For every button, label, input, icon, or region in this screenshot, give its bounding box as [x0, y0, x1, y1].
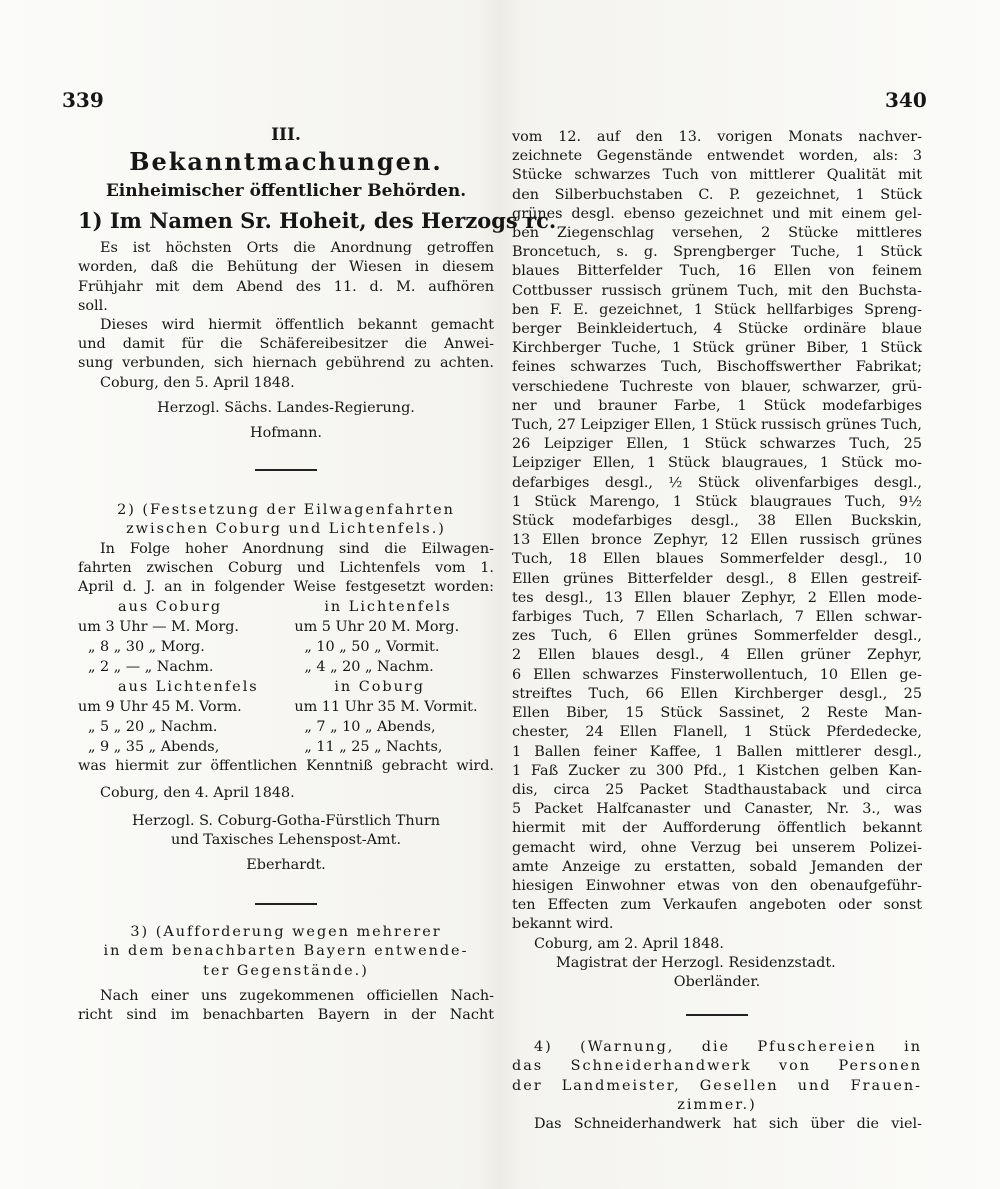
notice-1-date: Coburg, den 5. April 1848.: [100, 374, 295, 391]
notice-3-line: bekannt wird.: [512, 916, 614, 933]
notice-3-line: 1 Stück Marengo, 1 Stück blaugraues Tuch, 9½: [512, 493, 922, 510]
notice-3-line: den Silberbuchstaben C. P. gezeichnet, 1 Stück: [512, 186, 922, 203]
notice-2-signature: Eberhardt.: [246, 857, 326, 874]
table-row: [78, 697, 494, 717]
notice-3-title: ter Gegenstände.): [203, 962, 369, 979]
notice-3-line: zeichnete Gegenstände entwendet worden, als: 3: [512, 148, 922, 165]
notice-3-line: amte Anzeige zu erstatten, sobald Jemanden der: [512, 858, 922, 875]
notice-1-line: worden, daß die Behütung der Wiesen in diesem: [78, 259, 494, 276]
notice-1-line: Frühjahr mit dem Abend des 11. d. M. aufhören: [78, 278, 494, 295]
notice-3-line: Nach einer uns zugekommenen officiellen Nach-: [100, 987, 494, 1004]
right-column: [512, 128, 922, 1134]
notice-3-line: blaues Bitterfelder Tuch, 16 Ellen von feinem: [512, 263, 922, 280]
page-number-left: 339: [62, 88, 104, 112]
notice-3-line: 26 Leipziger Ellen, 1 Stück schwarzes Tuch, 25: [512, 436, 922, 453]
notice-2: [78, 501, 494, 875]
notice-3-line: defarbiges desgl., ½ Stück olivenfarbiges desgl.,: [512, 474, 922, 491]
notice-3-line: Ellen Biber, 15 Stück Sassinet, 2 Reste Man-: [512, 705, 922, 722]
notice-3-line: Tuch, 18 Ellen blaues Sommerfelder desgl., 10: [512, 551, 922, 568]
notice-1-authority: Herzogl. Sächs. Landes-Regierung.: [157, 399, 415, 416]
notice-3-line: Leipziger Ellen, 1 Stück blaugraues, 1 Stück mo-: [512, 455, 922, 472]
notice-3-line: chester, 24 Ellen Flanell, 1 Stück Pferdedecke,: [512, 724, 922, 741]
table-row: [78, 637, 494, 657]
notice-3-line: hiesigen Einwohner etwas von den obenaufgeführ-: [512, 877, 922, 894]
left-column: [78, 120, 557, 1025]
table-header-cell: aus Coburg: [118, 599, 223, 616]
notice-4: [512, 1038, 922, 1134]
notice-3-line: farbiges Tuch, 7 Ellen Scharlach, 7 Ellen schwar-: [512, 609, 922, 626]
notice-1-line: und damit für die Schäfereibesitzer die Anwei-: [78, 336, 494, 353]
timetable-coburg-lichtenfels: [78, 597, 494, 757]
notice-3-line: verschiedene Tuchreste von blauer, schwarzer, grü-: [512, 378, 922, 395]
notice-3-line: 5 Packet Halfcanaster und Canaster, Nr. 3., was: [512, 801, 922, 818]
notice-3-line: 13 Ellen bronce Zephyr, 12 Ellen russisch grünes: [512, 532, 922, 549]
notice-3-line: Tuch, 27 Leipziger Ellen, 1 Stück russisch grünes Tuch,: [512, 417, 922, 434]
notice-3-line: gemacht wird, ohne Verzug bei unserem Polizei-: [512, 839, 922, 856]
table-header-row: [78, 597, 494, 617]
notice-1-line: Dieses wird hiermit öffentlich bekannt gemacht: [100, 317, 494, 334]
notice-3-line: 1 Faß Zucker zu 300 Pfd., 1 Kistchen gelben Kan-: [512, 762, 922, 779]
notice-3-line: Broncetuch, s. g. Sprengberger Tuche, 1 Stück: [512, 244, 922, 261]
notice-3-line: vom 12. auf den 13. vorigen Monats nachver-: [512, 129, 922, 145]
table-cell: um 3 Uhr — M. Morg.: [78, 619, 239, 636]
table-cell: „ 5 „ 20 „ Nachm.: [88, 719, 218, 736]
notice-3-title: 3) (Aufforderung wegen mehrerer: [130, 924, 442, 941]
section-divider: [255, 903, 317, 905]
table-cell: „ 8 „ 30 „ Morg.: [88, 639, 205, 656]
notice-3-line: Cottbusser russisch grünem Tuch, mit den Buchsta-: [512, 282, 922, 299]
notice-4-line: Das Schneiderhandwerk hat sich über die viel-: [534, 1115, 922, 1132]
notice-3-line: feines schwarzes Tuch, Bischoffswerther Fabrikat;: [512, 359, 922, 376]
notice-3-date: Coburg, am 2. April 1848.: [534, 935, 724, 952]
notice-1-signature: Hofmann.: [250, 425, 322, 442]
notice-3-line: ner und brauner Farbe, 1 Stück modefarbiges: [512, 397, 922, 414]
table-row: [78, 617, 494, 637]
notice-1: [78, 205, 557, 443]
section-title: Bekanntmachungen.: [129, 147, 443, 177]
notice-1-line: sung verbunden, sich hiernach gebührend zu achten.: [78, 355, 494, 372]
notice-3-line: 2 Ellen blaues desgl., 4 Ellen grüner Zephyr,: [512, 647, 922, 664]
table-cell: „ 9 „ 35 „ Abends,: [88, 739, 220, 756]
page-number-right: 340: [885, 88, 927, 112]
notice-3-line: dis, circa 25 Packet Stadthaustaback und circa: [512, 781, 922, 798]
notice-2-title: zwischen Coburg und Lichtenfels.): [126, 521, 446, 538]
notice-3-line: Stücke schwarzes Tuch von mittlerer Qualität mit: [512, 167, 922, 184]
notice-3-line: tes desgl., 13 Ellen blauer Zephyr, 2 Ellen mode-: [512, 589, 922, 606]
notice-3-line: ten Effecten zum Verkaufen angeboten oder sonst: [512, 897, 922, 914]
notice-4-title: zimmer.): [677, 1096, 757, 1113]
table-header-cell: in Coburg: [334, 679, 426, 696]
table-header-cell: in Lichtenfels: [324, 599, 452, 616]
notice-2-closing: was hiermit zur öffentlichen Kenntniß gebracht wird.: [78, 758, 494, 775]
table-cell: „ 11 „ 25 „ Nachts,: [304, 739, 443, 756]
notice-3-line: 1 Ballen feiner Kaffee, 1 Ballen mittlerer desgl.,: [512, 743, 922, 760]
table-header-row: [78, 677, 494, 697]
table-header-cell: aus Lichtenfels: [118, 679, 259, 696]
notice-3-authority: Magistrat der Herzogl. Residenzstadt.: [556, 954, 836, 971]
notice-1-line: Es ist höchsten Orts die Anordnung getroffen: [100, 240, 494, 257]
section-divider: [255, 469, 317, 471]
notice-2-authority: und Taxisches Lehenspost-Amt.: [170, 831, 402, 848]
notice-1-invocation: 1) Im Namen Sr. Hoheit, des Herzogs rc.: [78, 208, 557, 234]
notice-3-line: berger Beinkleidertuch, 4 Stücke ordinäre blaue: [512, 321, 922, 338]
notice-4-title: 4) (Warnung, die Pfuschereien in: [534, 1039, 922, 1056]
section-number: III.: [271, 125, 301, 145]
notice-3-title: in dem benachbarten Bayern entwende-: [103, 943, 469, 960]
notice-3-line: ben F. E. gezeichnet, 1 Stück hellfarbiges Spreng-: [512, 301, 922, 318]
notice-3-line: streiftes Tuch, 66 Ellen Kirchberger desgl., 25: [512, 685, 922, 702]
table-row: [78, 717, 494, 737]
table-cell: „ 7 „ 10 „ Abends,: [304, 719, 436, 736]
notice-2-line: April d. J. an in folgender Weise festgesetzt worden:: [78, 579, 494, 596]
table-row: [78, 657, 494, 677]
notice-3-line: hiermit mit der Aufforderung öffentlich bekannt: [512, 820, 922, 837]
table-cell: „ 10 „ 50 „ Vormit.: [304, 639, 440, 656]
notice-2-title: 2) (Festsetzung der Eilwagenfahrten: [117, 502, 455, 519]
section-divider: [686, 1014, 748, 1016]
table-row: [78, 737, 494, 757]
notice-3-line: richt sind im benachbarten Bayern in der Nacht: [78, 1007, 494, 1024]
notice-3-line: zes Tuch, 6 Ellen grünes Sommerfelder desgl.,: [512, 628, 922, 645]
notice-2-line: In Folge hoher Anordnung sind die Eilwagen-: [100, 540, 494, 557]
notice-3-line: Ellen grünes Bitterfelder desgl., 8 Ellen gestreif-: [512, 570, 922, 587]
notice-3-line: Stück modefarbiges desgl., 38 Ellen Buckskin,: [512, 513, 922, 530]
table-cell: um 5 Uhr 20 M. Morg.: [294, 619, 460, 636]
notice-2-authority: Herzogl. S. Coburg-Gotha-Fürstlich Thurn: [131, 812, 441, 829]
notice-3-line: 6 Ellen schwarzes Finsterwollentuch, 10 Ellen ge-: [512, 666, 922, 683]
notice-3-line: Kirchberger Tuche, 1 Stück grüner Biber, 1 Stück: [512, 340, 922, 357]
table-cell: „ 2 „ — „ Nachm.: [88, 659, 214, 676]
section-subtitle: Einheimischer öffentlicher Behörden.: [105, 181, 467, 202]
notice-4-title: das Schneiderhandwerk von Personen: [512, 1058, 922, 1075]
notice-3-continued: [512, 128, 922, 935]
notice-3-line: ben Ziegenschlag versehen, 2 Stücke mittleres: [512, 225, 922, 242]
table-cell: um 9 Uhr 45 M. Vorm.: [78, 699, 242, 716]
notice-1-line: soll.: [78, 297, 108, 314]
notice-3: [78, 923, 494, 1025]
table-cell: um 11 Uhr 35 M. Vormit.: [294, 699, 478, 716]
notice-2-date: Coburg, den 4. April 1848.: [100, 785, 295, 802]
notice-3-line: grünes desgl. ebenso gezeichnet und mit einem gel-: [512, 205, 922, 222]
notice-3-signature: Oberländer.: [673, 973, 761, 990]
notice-2-line: fahrten zwischen Coburg und Lichtenfels vom 1.: [78, 559, 494, 576]
table-cell: „ 4 „ 20 „ Nachm.: [304, 659, 434, 676]
notice-4-title: der Landmeister, Gesellen und Frauen-: [512, 1077, 922, 1094]
